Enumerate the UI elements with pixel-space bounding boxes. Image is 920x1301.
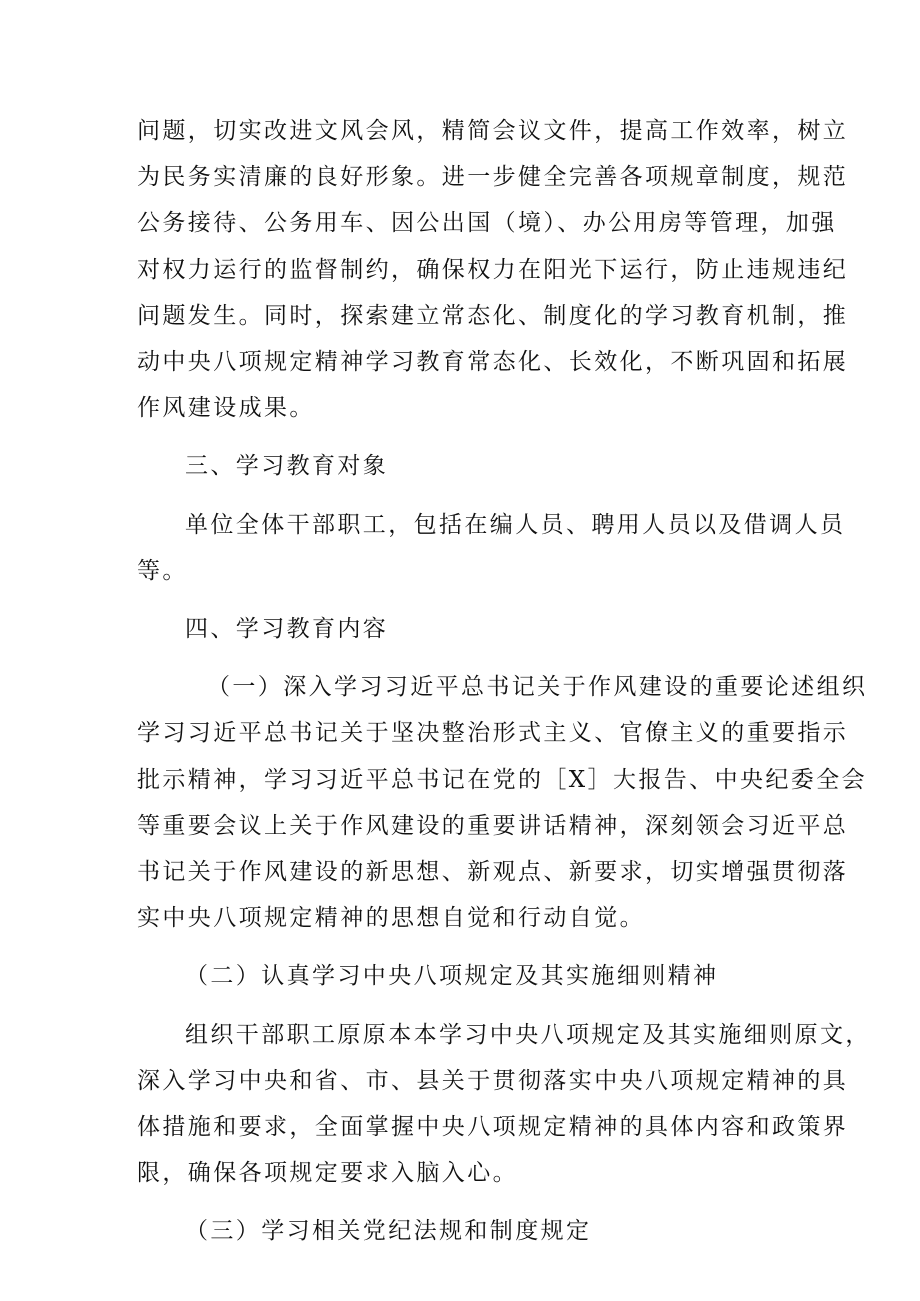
text-line: 作风建设成果。 <box>137 395 315 422</box>
text-line: 学习习近平总书记关于坚决整治形式主义、官僚主义的重要指示 <box>137 720 849 747</box>
text-line: 实中央八项规定精神的思想自觉和行动自觉。 <box>137 905 645 932</box>
spacer <box>137 941 787 953</box>
text-line: 体措施和要求，全面掌握中央八项规定精神的具体内容和政策界 <box>137 1114 849 1141</box>
text-line: 问题，切实改进文风会风，精简会议文件，提高工作效率，树立 <box>137 118 849 144</box>
subsection-heading: （三）学习相关党纪法规和制度规定 <box>185 1218 592 1245</box>
paragraph-work-style <box>137 108 849 431</box>
paragraph-audience <box>137 502 846 594</box>
paragraph-item-2 <box>137 1012 871 1197</box>
spacer <box>137 431 787 443</box>
section-heading: 四、学习教育内容 <box>185 616 389 643</box>
heading-section-3 <box>137 443 787 489</box>
text-line: 等重要会议上关于作风建设的重要讲话精神，深刻领会习近平总 <box>137 812 849 839</box>
text-line: 深入学习中央和省、市、县关于贯彻落实中央八项规定精神的具 <box>137 1067 849 1094</box>
text-line: 对权力运行的监督制约，确保权力在阳光下运行，防止违规违纪 <box>137 256 849 283</box>
text-line: 等。 <box>137 557 188 584</box>
spacer <box>137 652 787 664</box>
text-line: 单位全体干部职工，包括在编人员、聘用人员以及借调人员 <box>185 511 846 538</box>
spacer <box>137 594 787 606</box>
text-line: 批示精神，学习习近平总书记在党的［X］大报告、中央纪委全会 <box>137 766 867 793</box>
text-line: 书记关于作风建设的新思想、新观点、新要求，切实增强贯彻落 <box>137 859 849 886</box>
text-line: 限，确保各项规定要求入脑入心。 <box>137 1160 518 1187</box>
text-line: 问题发生。同时，探索建立常态化、制度化的学习教育机制，推 <box>137 302 849 329</box>
text-line: 动中央八项规定精神学习教育常态化、长效化，不断巩固和拓展 <box>137 349 849 376</box>
heading-item-2 <box>137 953 787 999</box>
text-line: 组织干部职工原原本本学习中央八项规定及其实施细则原文， <box>185 1021 871 1048</box>
document-body <box>137 108 871 1255</box>
text-line: 为民务实清廉的良好形象。进一步健全完善各项规章制度，规范 <box>137 164 849 191</box>
paragraph-item-1 <box>137 664 868 941</box>
text-line: 公务接待、公务用车、因公出国（境）、办公用房等管理，加强 <box>137 210 837 237</box>
section-heading: 三、学习教育对象 <box>185 453 389 480</box>
spacer <box>137 1196 787 1208</box>
spacer <box>137 490 787 502</box>
heading-item-3 <box>137 1208 787 1254</box>
heading-section-4 <box>137 606 787 652</box>
spacer <box>137 1000 787 1012</box>
text-line: （一）深入学习习近平总书记关于作风建设的重要论述组织 <box>207 674 868 701</box>
subsection-heading: （二）认真学习中央八项规定及其实施细则精神 <box>185 963 719 990</box>
